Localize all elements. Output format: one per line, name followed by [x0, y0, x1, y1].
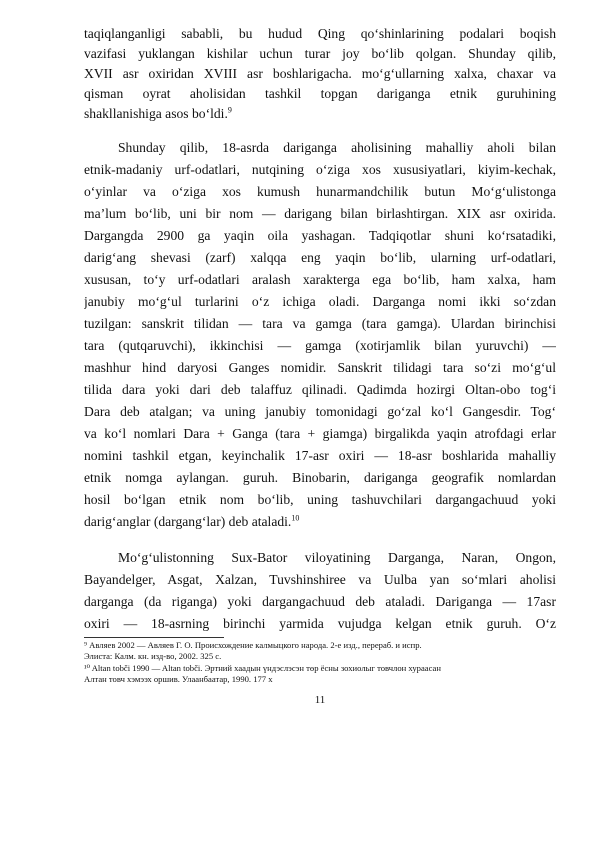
text-line: maʼlum boʻlib, uni bir nom — darigang bilan birlashtirgan. XIX asr oxirida. [84, 206, 556, 221]
text-line: va koʻl nomlari Dara + Ganga (tara + giamga) birgalikda yaqin atrofdagi erlar [84, 426, 556, 441]
text-line: xususan, toʻy urf-odatlari aralash xarakterga ega boʻlib, ham xalxa, ham [84, 272, 556, 287]
text-line: vazifasi yuklangan kishilar uchun turar joy boʻlib qolgan. Shunday qilib, [84, 46, 556, 61]
text-line: tara (qutqaruvchi), ikkinchisi — gamga (xotirjamlik bilan yuruvchi) — [84, 338, 556, 353]
text-line-content: shakllanishiga asos boʻldi. [84, 106, 228, 121]
text-line: etnik-madaniy urf-odatlari, nutqining oʻziga xos xususiyatlari, kiyim-kechak, [84, 162, 556, 177]
text-line: Bayandelger, Asgat, Xalzan, Tuvshinshiree va Uulba yan soʻmlari aholisi [84, 572, 556, 587]
text-line: Moʻgʻulistonning Sux-Bator viloyatining Darganga, Naran, Ongon, [118, 550, 556, 565]
text-line: oxiri — 18-asrning birinchi yarmida vujudga kelgan etnik guruh. Oʻz [84, 616, 556, 631]
text-line: darganga (da riganga) yoki dargangachuud deb ataladi. Dariganga — 17asr [84, 594, 556, 609]
text-line-content: darigʻanglar (dargangʻlar) deb ataladi. [84, 514, 292, 529]
footnote-ref[interactable]: 9 [227, 105, 232, 115]
text-line: nomini tashkil etgan, keyinchalik 17-asr oxiri — 18-asr boshlarida mahalliy [84, 448, 556, 463]
text-line: XVII asr oxiridan XVIII asr boshlarigacha. moʻgʻullarning xalxa, chaxar va [84, 66, 556, 81]
text-line [84, 104, 556, 124]
text-line: qisman oyrat aholisidan tashkil topgan dariganga etnik guruhining [84, 86, 556, 101]
text-line: tilida dara yoki dari deb talaffuz qilinadi. Qadimda hozirgi Oltan-obo togʻi [84, 382, 556, 397]
text-line: Shunday qilib, 18-asrda dariganga aholisining mahalliy aholi bilan [118, 140, 556, 155]
footnote-line: ⁹ Авляев 2002 — Авляев Г. О. Происхождение калмыцкого народа. 2-е изд., перераб. и испр. [84, 640, 422, 650]
footnote-separator [84, 637, 224, 638]
text-line: hosil boʻlgan etnik nom boʻlib, uning tashuvchilari dargangachuud yoki [84, 492, 556, 507]
text-line: darigʻang shevasi (zarf) xalqqa eng yaqin boʻlib, ularning urf-odatlari, [84, 250, 556, 265]
text-line: mashhur hind daryosi Ganges nomidir. Sanskrit tilidagi tara soʻzi moʻgʻul [84, 360, 556, 375]
footnote-line: Алтан товч хэмээх оршив. Улаанбаатар, 1990. 177 х [84, 674, 273, 684]
page-number: 11 [314, 694, 326, 706]
text-line: tuzilgan: sanskrit tilidan — tara va gamga (tara gamga). Ulardan birinchisi [84, 316, 556, 331]
text-line: Dara deb atalgan; va uning janubiy tomonidagi goʻzal koʻl Gangesdir. Togʻ [84, 404, 556, 419]
text-line: etnik nomga aylangan. guruh. Binobarin, dariganga geografik nomlardan [84, 470, 556, 485]
footnote-line: Элиста: Калм. кн. изд-во, 2002. 325 с. [84, 651, 222, 661]
text-line: janubiy moʻgʻul turlarini oʻz ichiga oladi. Darganga nomi ikki soʻzdan [84, 294, 556, 309]
footnote-line: ¹⁰ Altan tobči 1990 — Altan tobči. Эртний хаадын үндэслэсэн төр ёсны зохиолыг товчлон хураасан [84, 663, 441, 673]
footnote-ref[interactable]: 10 [291, 513, 300, 523]
text-line: oʻyinlar va oʻziga xos kumush hunarmandchilik butun Moʻgʻulistonga [84, 184, 556, 199]
text-line: Dargangda 2900 ga yaqin oila yashagan. Tadqiqotlar shuni koʻrsatadiki, [84, 228, 556, 243]
text-line [84, 512, 556, 532]
text-line: taqiqlanganligi sababli, bu hudud Qing qoʻshinlarining podalari boqish [84, 26, 556, 41]
